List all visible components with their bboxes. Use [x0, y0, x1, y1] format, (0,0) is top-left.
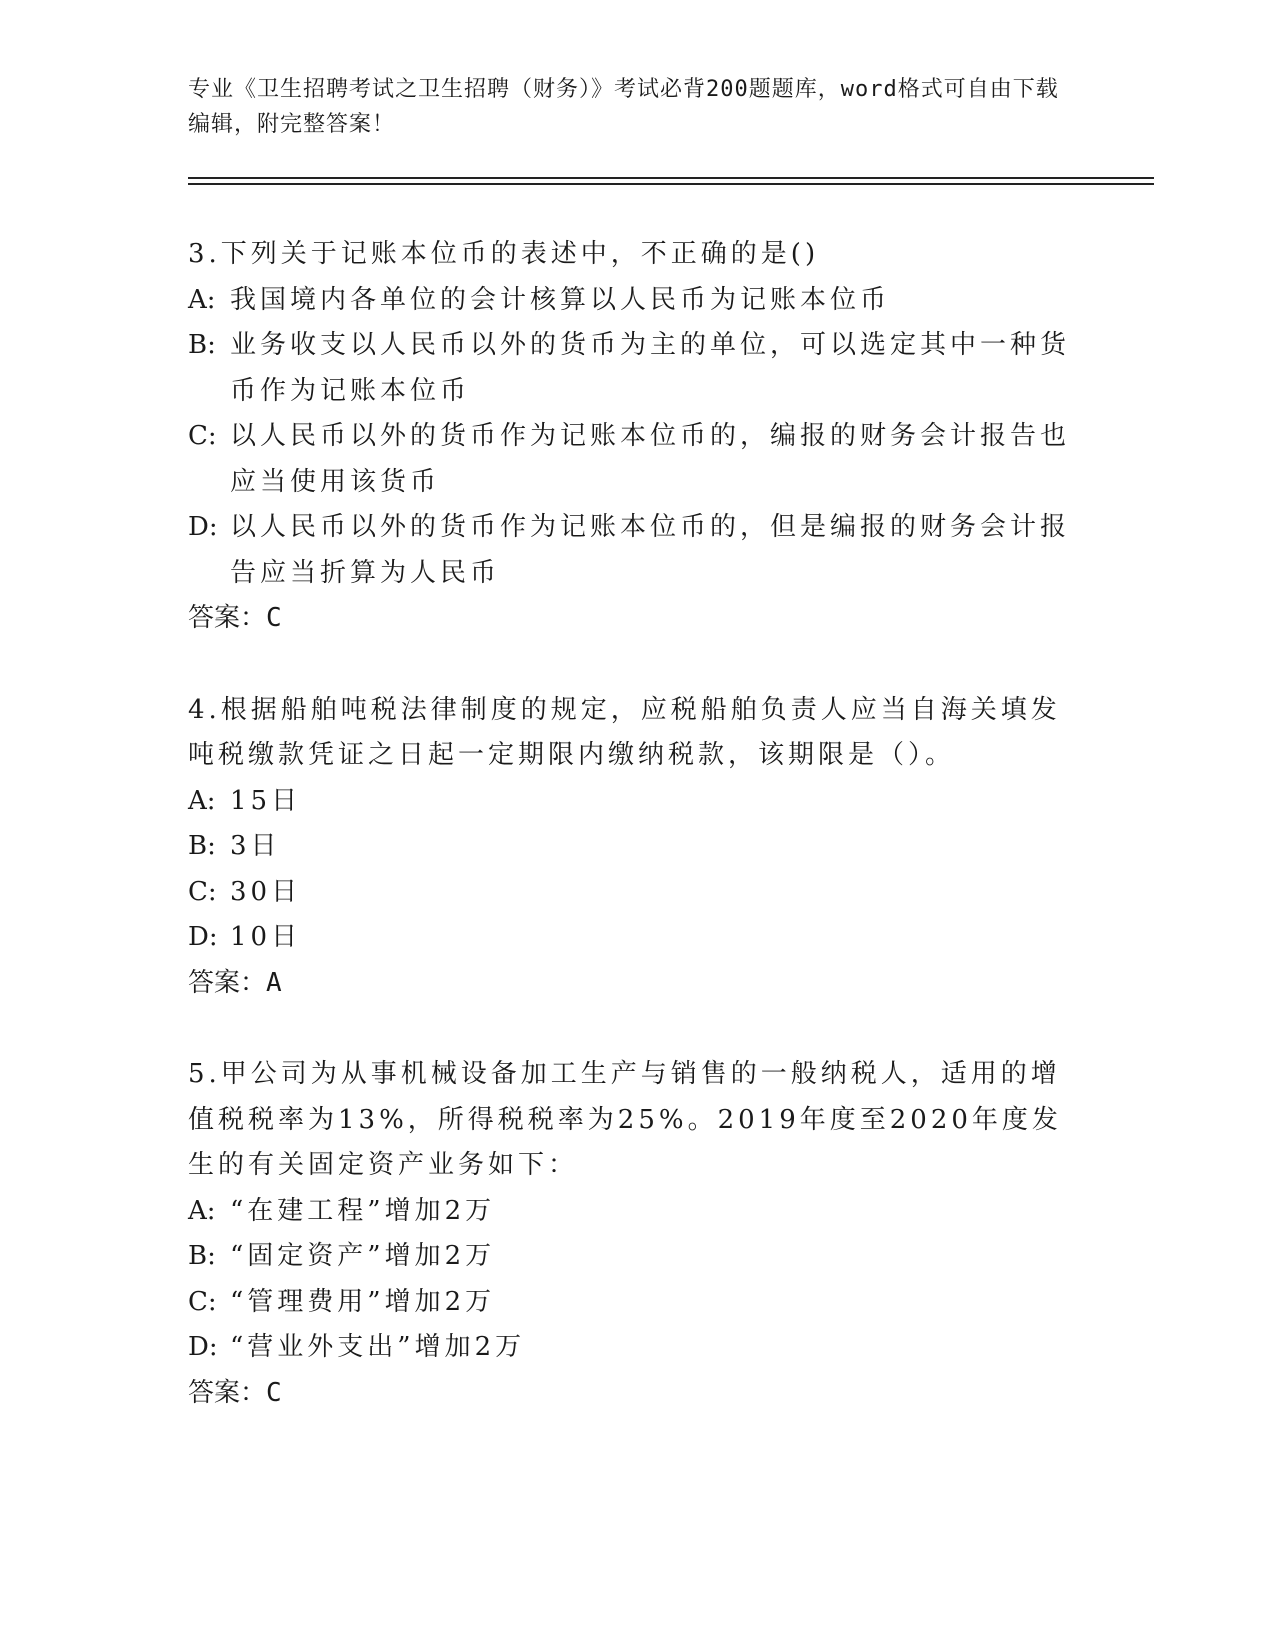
option-key: B: — [188, 330, 216, 360]
option-b — [188, 1234, 1088, 1280]
option-c — [188, 1280, 1088, 1326]
option-text: 以人民币以外的货币作为记账本位币的，但是编报的财务会计报告应当折算为人民币 — [230, 512, 1071, 588]
document-header: 专业《卫生招聘考试之卫生招聘（财务）》考试必背200题题库，word格式可自由下载编辑，附完整答案！ — [188, 77, 1059, 137]
answer-line: 答案：C — [188, 1377, 282, 1408]
option-text: “固定资产”增加2万 — [230, 1241, 496, 1271]
option-text: “管理费用”增加2万 — [230, 1286, 496, 1317]
option-c — [188, 414, 1088, 505]
option-b — [188, 323, 1088, 414]
option-text: 10日 — [230, 922, 302, 952]
option-text: 30日 — [230, 876, 302, 907]
option-d — [188, 505, 1088, 596]
question-stem: 3.下列关于记账本位币的表述中，不正确的是() — [188, 239, 820, 269]
question-stem: 5.甲公司为从事机械设备加工生产与销售的一般纳税人，适用的增值税税率为13%，所得税税率为25%。2019年度至2020年度发生的有关固定资产业务如下： — [188, 1059, 1062, 1180]
option-d — [188, 915, 1088, 961]
option-key: D: — [188, 1332, 218, 1362]
question-list — [188, 232, 1088, 1462]
option-key: C: — [188, 421, 217, 451]
question-4 — [188, 688, 1088, 1007]
option-text: 15日 — [230, 785, 302, 816]
option-key: B: — [188, 831, 216, 861]
question-5 — [188, 1052, 1088, 1416]
option-text: 3日 — [230, 831, 281, 861]
header-divider-bottom — [188, 183, 1154, 185]
option-a — [188, 278, 1088, 324]
option-a — [188, 1189, 1088, 1235]
option-c — [188, 870, 1088, 916]
option-a — [188, 779, 1088, 825]
option-key: A: — [188, 1195, 216, 1226]
option-d — [188, 1325, 1088, 1371]
option-key: D: — [188, 512, 218, 542]
question-3 — [188, 232, 1088, 642]
option-key: A: — [188, 284, 216, 315]
option-key: B: — [188, 1241, 216, 1271]
option-b — [188, 824, 1088, 870]
option-text: 我国境内各单位的会计核算以人民币为记账本位币 — [230, 284, 891, 315]
option-text: “营业外支出”增加2万 — [230, 1332, 526, 1362]
answer-line: 答案：C — [188, 603, 282, 633]
question-stem: 4.根据船舶吨税法律制度的规定，应税船舶负责人应当自海关填发吨税缴款凭证之日起一定期限内缴纳税款，该期限是（）。 — [188, 694, 1061, 770]
option-text: “在建工程”增加2万 — [230, 1195, 496, 1226]
header-divider-top — [188, 177, 1154, 179]
option-key: C: — [188, 1286, 217, 1317]
option-text: 业务收支以人民币以外的货币为主的单位，可以选定其中一种货币作为记账本位币 — [230, 330, 1071, 406]
answer-line: 答案：A — [188, 967, 282, 998]
option-key: D: — [188, 922, 218, 952]
option-text: 以人民币以外的货币作为记账本位币的，编报的财务会计报告也应当使用该货币 — [230, 421, 1071, 497]
option-key: A: — [188, 785, 216, 816]
option-key: C: — [188, 876, 217, 907]
